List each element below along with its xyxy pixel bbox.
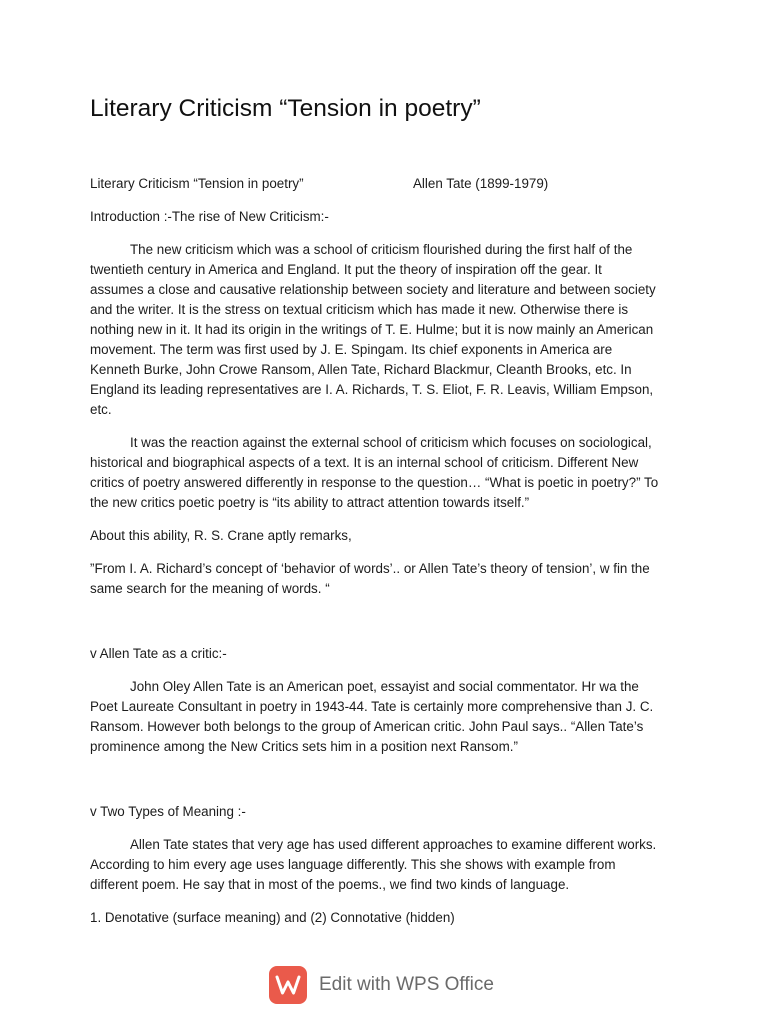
author-dates: Allen Tate (1899-1979) bbox=[413, 176, 549, 191]
text-line: According to him every age uses language differently. This she shows with example from bbox=[90, 857, 616, 872]
text-line: same search for the meaning of words. “ bbox=[90, 581, 330, 596]
document-body bbox=[90, 174, 680, 928]
text-line: England its leading representatives are I. A. Richards, T. S. Eliot, F. R. Leavis, William Empson, bbox=[90, 382, 654, 397]
text-line: assumes a close and causative relationship between society and literature and between society bbox=[90, 282, 656, 297]
text-line: Kenneth Burke, John Crowe Ransom, Allen Tate, Richard Blackmur, Cleanth Brooks, etc. In bbox=[90, 362, 632, 377]
header-left-text: Literary Criticism “Tension in poetry” bbox=[90, 176, 304, 191]
list-item-meanings: 1. Denotative (surface meaning) and (2) Connotative (hidden) bbox=[90, 910, 455, 925]
header-line bbox=[90, 174, 680, 194]
text-line: prominence among the New Critics sets him in a position next Ransom.” bbox=[90, 739, 518, 754]
quote-crane bbox=[90, 559, 680, 599]
paragraph-two-meanings bbox=[90, 835, 680, 895]
text-line: critics of poetry answered differently in response to the question… “What is poetic in poetry?” To bbox=[90, 475, 659, 490]
paragraph-reaction bbox=[90, 433, 680, 513]
text-line: The new criticism which was a school of criticism flourished during the first half of the bbox=[130, 242, 633, 257]
wps-logo-icon bbox=[269, 966, 307, 1004]
intro-heading: Introduction :-The rise of New Criticism:- bbox=[90, 209, 329, 224]
text-line: nothing new in it. It had its origin in the writings of T. E. Hulme; but it is now mainly an American bbox=[90, 322, 654, 337]
document-title: Literary Criticism “Tension in poetry” bbox=[90, 95, 481, 122]
text-line: the new critics poetic poetry is “its ability to attract attention towards itself.” bbox=[90, 495, 530, 510]
text-line: movement. The term was first used by J. E. Spingam. Its chief exponents in America are bbox=[90, 342, 613, 357]
section-heading-two-meanings: v Two Types of Meaning :- bbox=[90, 804, 246, 819]
text-line: It was the reaction against the external school of criticism which focuses on sociological, bbox=[130, 435, 652, 450]
text-line: Poet Laureate Consultant in poetry in 1943-44. Tate is certainly more comprehensive than J. C. bbox=[90, 699, 654, 714]
text-line: John Oley Allen Tate is an American poet, essayist and social commentator. Hr wa the bbox=[130, 679, 639, 694]
text-line: different poem. He say that in most of the poems., we find two kinds of language. bbox=[90, 877, 570, 892]
text-line: twentieth century in America and England. It put the theory of inspiration off the gear. It bbox=[90, 262, 602, 277]
text-line: Allen Tate states that very age has used different approaches to examine different works. bbox=[130, 837, 657, 852]
text-line: etc. bbox=[90, 402, 112, 417]
paragraph-crane-intro: About this ability, R. S. Crane aptly remarks, bbox=[90, 528, 352, 543]
text-line: Ransom. However both belongs to the group of American critic. John Paul says.. “Allen Tate’s bbox=[90, 719, 644, 734]
paragraph-new-criticism bbox=[90, 240, 680, 420]
wps-watermark[interactable] bbox=[269, 965, 494, 1005]
paragraph-tate-bio bbox=[90, 677, 680, 757]
wps-edit-label: Edit with WPS Office bbox=[319, 974, 494, 995]
text-line: historical and biographical aspects of a text. It is an internal school of criticism. Different New bbox=[90, 455, 639, 470]
section-heading-tate-critic: v Allen Tate as a critic:- bbox=[90, 646, 227, 661]
text-line: ”From I. A. Richard’s concept of ‘behavior of words’.. or Allen Tate’s theory of tension’, w fin the bbox=[90, 561, 650, 576]
wps-w-glyph-icon bbox=[275, 974, 301, 996]
text-line: and the writer. It is the stress on textual criticism which has made it new. Otherwise there is bbox=[90, 302, 629, 317]
